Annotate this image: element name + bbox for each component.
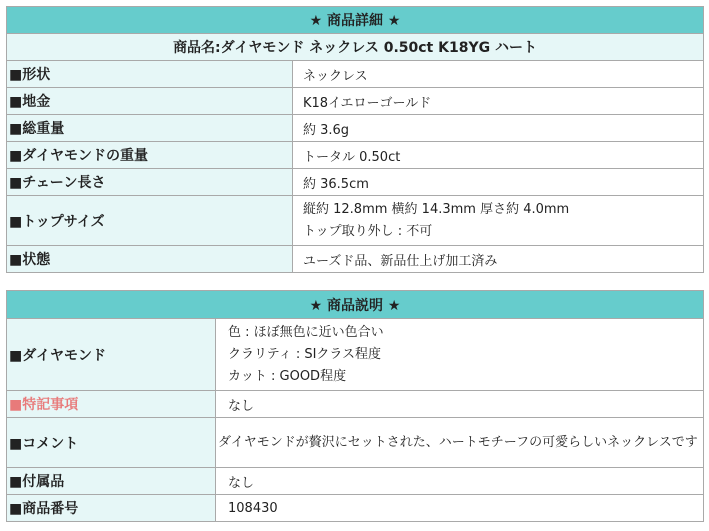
row-value-chain-length: 約 36.5cm xyxy=(293,169,704,196)
diamond-cut: カット : GOOD程度 xyxy=(228,368,347,384)
product-description-table xyxy=(6,290,704,522)
row-label-diamond-weight: ■ダイヤモンドの重量 xyxy=(7,142,293,169)
row-label-condition: ■状態 xyxy=(7,246,293,273)
row-label-comment: ■コメント xyxy=(7,418,216,468)
row-label-metal: ■地金 xyxy=(7,88,293,115)
row-value-shape: ネックレス xyxy=(293,61,704,88)
row-label-product-number: ■商品番号 xyxy=(7,495,216,522)
comment-text: ダイヤモンドが贅沢にセットされた、ハートモチーフの可愛らしいネックレスです xyxy=(218,434,698,450)
row-label-special-notes: ■特記事項 xyxy=(7,391,216,418)
row-value-product-number: 108430 xyxy=(216,495,704,522)
row-label-top-size: ■トップサイズ xyxy=(7,196,293,246)
row-value-diamond-weight: トータル 0.50ct xyxy=(293,142,704,169)
row-value-accessories: なし xyxy=(216,468,704,495)
details-header: ★ 商品詳細 ★ xyxy=(7,7,704,34)
row-label-diamond: ■ダイヤモンド xyxy=(7,319,216,391)
product-details-table xyxy=(6,6,704,273)
description-header: ★ 商品説明 ★ xyxy=(7,291,704,319)
row-label-total-weight: ■総重量 xyxy=(7,115,293,142)
row-value-metal: K18イエローゴールド xyxy=(293,88,704,115)
row-value-comment xyxy=(216,418,704,468)
row-label-chain-length: ■チェーン長さ xyxy=(7,169,293,196)
top-size-removable: トップ取り外し : 不可 xyxy=(303,223,433,239)
product-name: 商品名:ダイヤモンド ネックレス 0.50ct K18YG ハート xyxy=(7,34,704,61)
row-value-diamond xyxy=(216,319,704,391)
row-value-condition: ユーズド品、新品仕上げ加工済み xyxy=(293,246,704,273)
row-value-total-weight: 約 3.6g xyxy=(293,115,704,142)
row-value-special-notes: なし xyxy=(216,391,704,418)
top-size-dimensions: 縦約 12.8mm 横約 14.3mm 厚さ約 4.0mm xyxy=(303,201,570,217)
row-value-top-size xyxy=(293,196,704,246)
row-label-accessories: ■付属品 xyxy=(7,468,216,495)
diamond-color: 色 : ほぼ無色に近い色合い xyxy=(228,324,384,340)
row-label-shape: ■形状 xyxy=(7,61,293,88)
diamond-clarity: クラリティ : SIクラス程度 xyxy=(228,346,382,362)
